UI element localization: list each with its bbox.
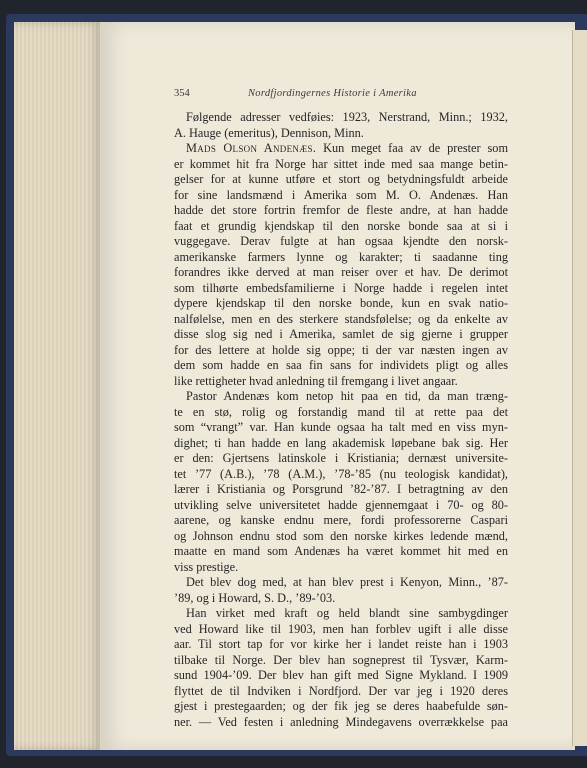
text-line [174,172,508,188]
line-text: hadde det store fortrin fremfor de fleste andre, at han hadde [174,203,508,217]
text-line [174,312,508,328]
line-text: for des lettere at holde sig oppe; ti der var næsten ingen av [174,342,508,357]
text-line [174,141,508,157]
text-line [174,219,508,235]
line-text: flyttet de til Indviken i Nordfjord. Der var jeg i 1920 deres [174,683,508,698]
text-line [174,203,508,219]
line-text: faat et grundig kjendskap til den norske bonde saa at si i [174,218,508,233]
line-text: aarene, og kanske endnu mere, fordi professorerne Caspari [174,513,508,527]
line-text: amerikanske farmers lynne og karakter; ti saadanne ting [174,249,508,264]
line-text: A. Hauge (emeritus), Dennison, Minn. [174,125,364,140]
text-line [174,436,508,452]
text-line [174,715,508,731]
text-line [174,250,508,266]
facing-page-edge [572,30,587,746]
text-line [174,653,508,669]
text-line [174,498,508,514]
line-text: som tilhørte embedsfamilierne i Norge hadde i regelen intet [174,280,508,295]
text-line [174,560,508,576]
text-line [174,281,508,297]
line-text: nalfølelse, men en des sterkere standsfølelse; og da enkelte av [174,311,508,326]
page-number: 354 [174,88,190,99]
line-text: dighet; ti han hadde en lang akademisk løpebane bak sig. Her [174,435,508,450]
line-text: gelser for at kunne utføre et stort og betydningsfuldt arbeide [174,172,508,186]
text-line [174,389,508,405]
running-title: Nordfjordingernes Historie i Amerika [248,88,417,99]
text-line [174,327,508,343]
text-line [174,265,508,281]
text-line [174,684,508,700]
text-line [174,157,508,173]
line-text: vuggegave. Derav fulgte at han ogsaa kjendte den norsk- [174,234,508,248]
running-header [174,88,504,104]
line-text: viss prestige. [174,559,239,574]
line-text: Det blev dog med, at han blev prest i Kenyon, Minn., ’87- [186,575,508,589]
line-text: Følgende adresser vedføies: 1923, Nerstrand, Minn.; 1932, [186,110,508,124]
line-text: ved Howard like til 1903, men han forblev ugift i alle disse [174,621,508,636]
line-text: dem som hadde en saa fin sans for individets pligt og alles [174,358,508,372]
text-line [174,622,508,638]
text-line [174,513,508,529]
text-line [174,575,508,591]
text-line [174,451,508,467]
line-text: og Johnson endnu stod som den norske kirkes ledende mænd, [174,528,508,543]
text-line [174,126,508,142]
line-text: for sine landsmænd i Amerika som M. O. Andenæs. Han [174,187,508,202]
body-text [174,110,508,730]
text-line [174,699,508,715]
line-text: utvikling selve universitetet hadde gjennemgaat i 70- og 80- [174,497,508,512]
name-heading: Mads Olson Andenæs. [186,141,317,155]
line-text: te en stø, rolig og forstandig mand til at rette paa det [174,404,508,419]
text-line [174,482,508,498]
line-text: dypere kjendskap til den norske bonde, kun en svak natio- [174,296,508,310]
line-text: er kommet hit fra Norge har sittet inde med saa mange betin- [174,156,508,171]
line-text: Han virket med kraft og held blandt sine sambygdinger [186,606,508,620]
line-text: aar. Til stort tap for vor kirke her i landet reiste han i 1903 [174,637,508,651]
text-line [174,606,508,622]
line-text: lærer i Kristiania og Porsgrund ’82-’87. I betragtning av den [174,482,508,496]
line-text: ’89, og i Howard, S. D., ’89-’03. [174,590,336,605]
text-line [174,374,508,390]
text-line [174,591,508,607]
text-line [174,637,508,653]
line-text: disse slog sig ned i Amerika, samlet de sig gjerne i grupper [174,327,508,341]
line-text: Kun meget faa av de prester som [316,141,509,155]
text-line [174,358,508,374]
text-line [174,668,508,684]
line-text: tet ’77 (A.B.), ’78 (A.M.), ’78-’85 (nu teologisk kandidat), [174,466,508,481]
text-line [174,405,508,421]
text-line [174,296,508,312]
text-line [174,234,508,250]
line-text: Pastor Andenæs kom netop hit paa en tid, da man træng- [186,389,508,403]
text-line [174,420,508,436]
text-line [174,343,508,359]
page-edges [14,22,102,750]
line-text: sund 1904-’09. Der blev han gift med Signe Mykland. I 1909 [174,668,508,682]
text-line [174,529,508,545]
line-text: tilbake til Norge. Der blev han sogneprest til Tysvær, Karm- [174,652,508,667]
text-line [174,110,508,126]
line-text: like rettigheter hvad anledning til fremgang i livet angaar. [174,373,458,388]
text-line [174,544,508,560]
line-text: maatte en mand som Andenæs ha været kommet hit med en [174,544,508,558]
line-text: ner. — Ved festen i anledning Mindegavens overrækkelse paa [174,714,508,729]
line-text: forandres ikke derved at man reiser over et hav. De derimot [174,265,508,279]
text-line [174,467,508,483]
text-line [174,188,508,204]
line-text: gjest i prestegaarden; og der fik jeg se deres haabefulde søn- [174,699,508,713]
line-text: er den: Gjertsens latinskole i Kristiania; dernæst universite- [174,451,508,465]
line-text: som “vrangt” var. Han kunde ogsaa ha talt med en viss myn- [174,420,508,434]
